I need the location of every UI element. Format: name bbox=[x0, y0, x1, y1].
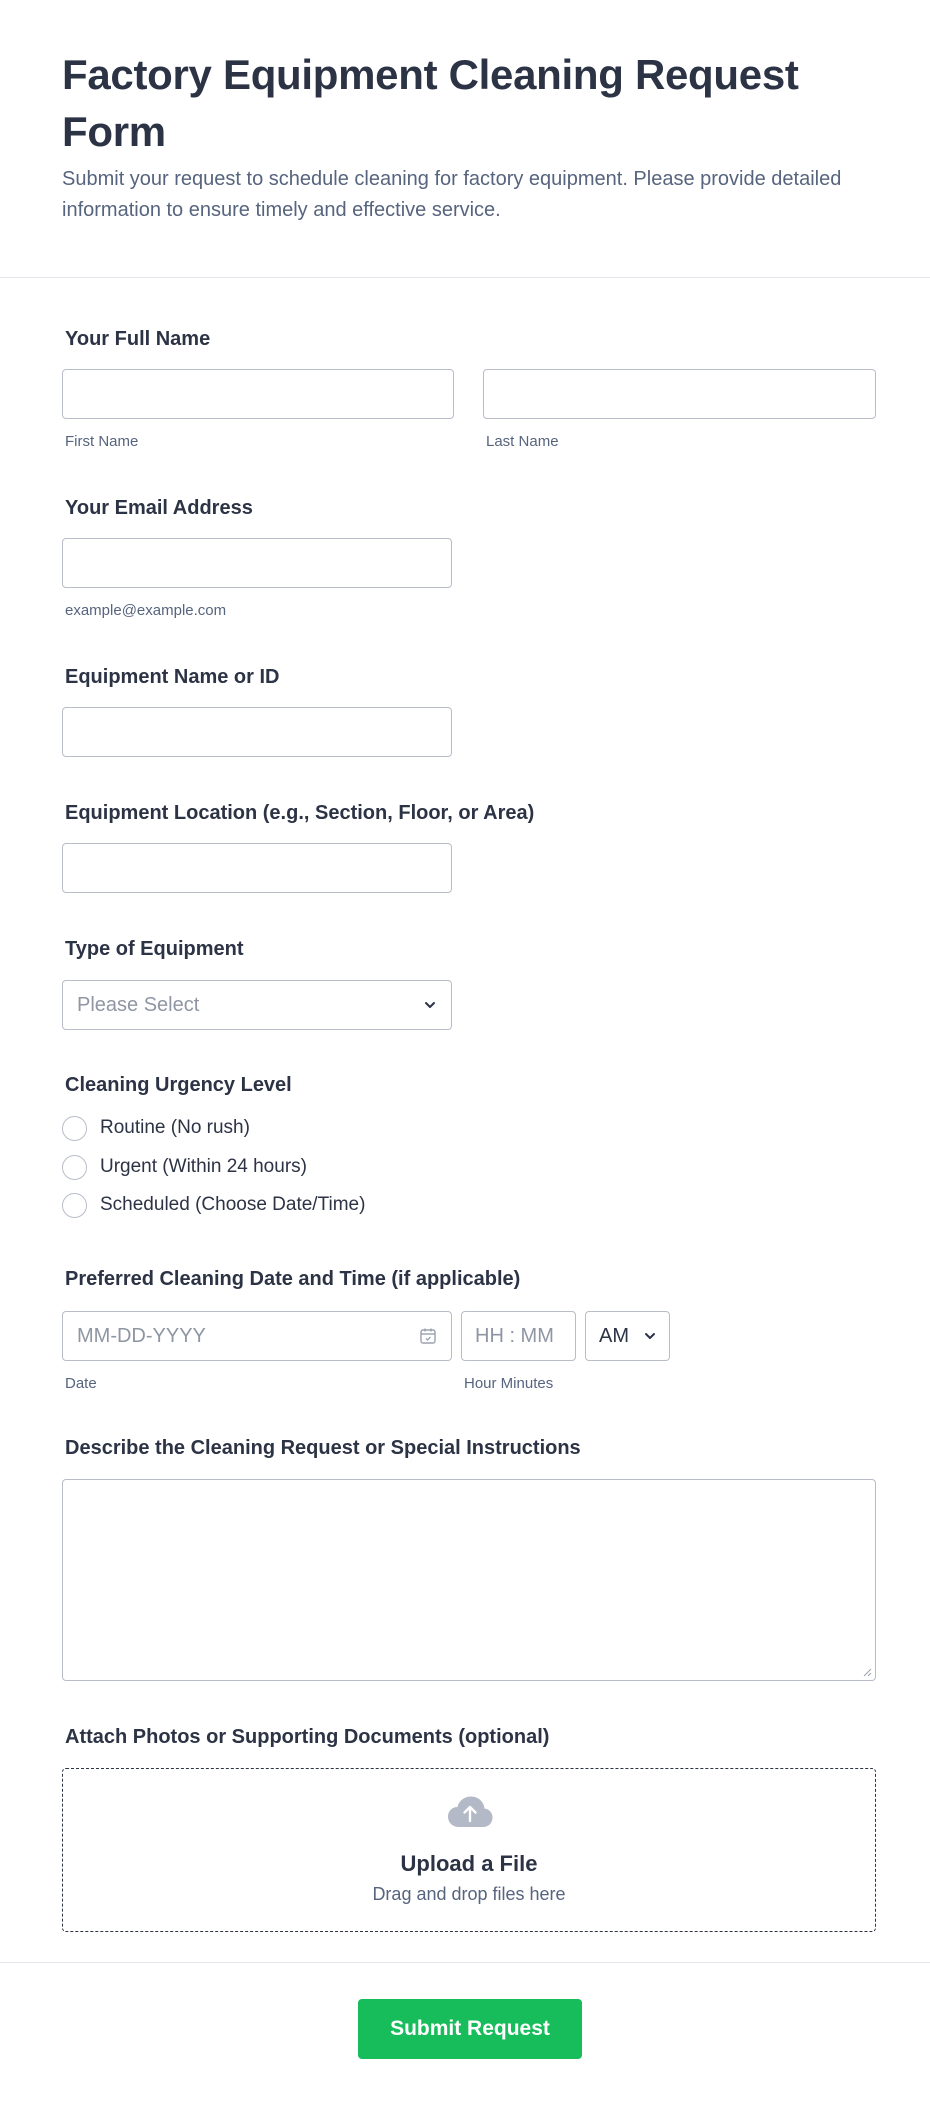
calendar-icon[interactable] bbox=[419, 1327, 437, 1345]
radio-button[interactable] bbox=[62, 1116, 87, 1141]
equipment-name-label: Equipment Name or ID bbox=[65, 666, 280, 688]
description-textarea[interactable] bbox=[62, 1479, 876, 1681]
radio-button[interactable] bbox=[62, 1155, 87, 1180]
time-input[interactable] bbox=[461, 1311, 576, 1361]
upload-title: Upload a File bbox=[400, 1851, 538, 1876]
ampm-selected: AM bbox=[599, 1325, 629, 1347]
date-input[interactable] bbox=[62, 1311, 452, 1361]
equipment-location-label: Equipment Location (e.g., Section, Floor, or Area) bbox=[65, 802, 535, 824]
cloud-upload-icon bbox=[446, 1795, 494, 1829]
file-upload-dropzone[interactable] bbox=[62, 1768, 876, 1932]
preferred-datetime-label: Preferred Cleaning Date and Time (if applicable) bbox=[65, 1268, 521, 1290]
attachments-label: Attach Photos or Supporting Documents (optional) bbox=[65, 1726, 550, 1748]
urgency-option-label: Routine (No rush) bbox=[100, 1117, 250, 1138]
last-name-input[interactable] bbox=[483, 369, 876, 419]
urgency-option-label: Scheduled (Choose Date/Time) bbox=[100, 1194, 366, 1215]
date-sublabel: Date bbox=[65, 1375, 97, 1392]
form-header bbox=[0, 0, 930, 278]
page-title: Factory Equipment Cleaning Request Form bbox=[62, 51, 799, 155]
description-label: Describe the Cleaning Request or Special Instructions bbox=[65, 1437, 581, 1459]
upload-subtitle: Drag and drop files here bbox=[372, 1884, 566, 1904]
time-placeholder: HH : MM bbox=[475, 1325, 554, 1347]
equipment-location-input[interactable] bbox=[62, 843, 452, 893]
submit-button[interactable]: Submit Request bbox=[358, 1999, 582, 2059]
urgency-label: Cleaning Urgency Level bbox=[65, 1074, 292, 1096]
last-name-sublabel: Last Name bbox=[486, 433, 559, 450]
equipment-name-input[interactable] bbox=[62, 707, 452, 757]
radio-button[interactable] bbox=[62, 1193, 87, 1218]
footer-divider bbox=[0, 1962, 930, 1963]
date-placeholder: MM-DD-YYYY bbox=[77, 1325, 206, 1347]
email-label: Your Email Address bbox=[65, 497, 253, 519]
first-name-input[interactable] bbox=[62, 369, 454, 419]
chevron-down-icon bbox=[423, 998, 437, 1012]
time-sublabel: Hour Minutes bbox=[464, 1375, 554, 1392]
resize-handle-icon[interactable] bbox=[862, 1667, 872, 1677]
page-subtitle: Submit your request to schedule cleaning for factory equipment. Please provide detailed information to ensure timely and effective service. bbox=[62, 168, 842, 221]
urgency-option-label: Urgent (Within 24 hours) bbox=[100, 1156, 307, 1177]
ampm-select[interactable] bbox=[585, 1311, 670, 1361]
equipment-type-label: Type of Equipment bbox=[65, 938, 244, 960]
equipment-type-selected: Please Select bbox=[77, 994, 200, 1016]
first-name-sublabel: First Name bbox=[65, 433, 139, 450]
full-name-label: Your Full Name bbox=[65, 328, 211, 350]
chevron-down-icon bbox=[643, 1329, 657, 1343]
equipment-type-select[interactable] bbox=[62, 980, 452, 1030]
email-sublabel: example@example.com bbox=[65, 602, 227, 619]
email-field[interactable] bbox=[62, 538, 452, 588]
